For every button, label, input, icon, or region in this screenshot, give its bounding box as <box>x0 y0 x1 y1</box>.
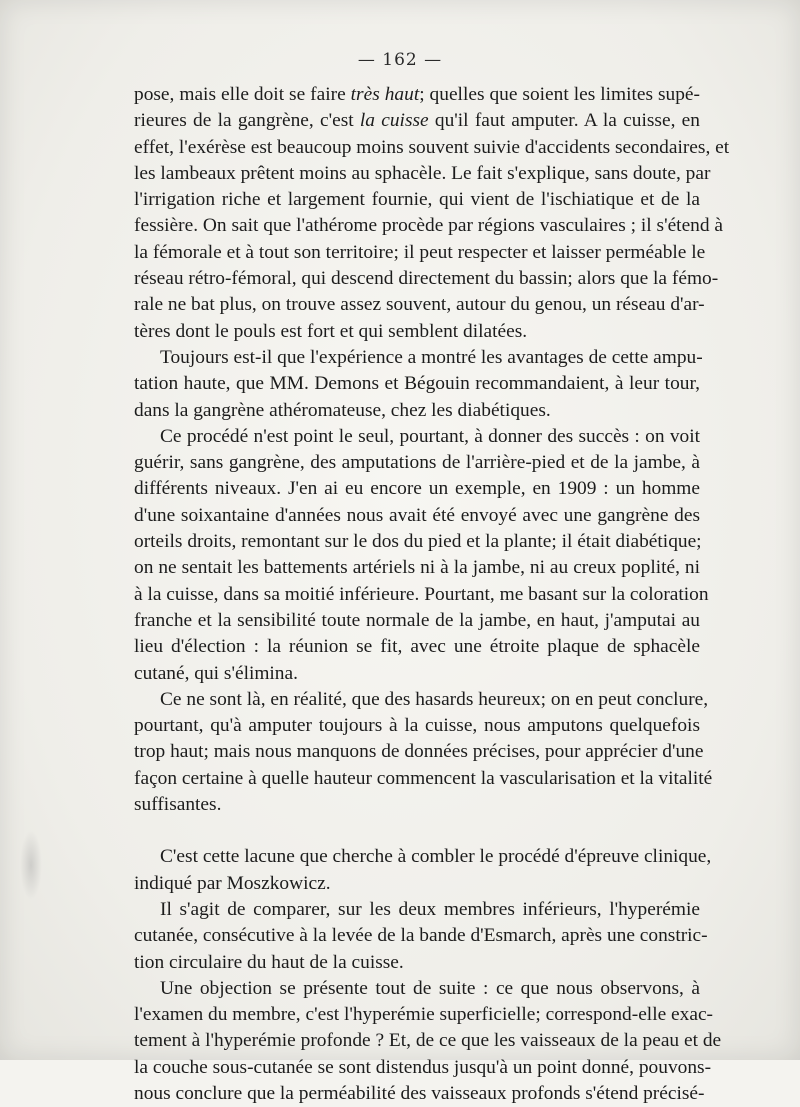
text-line <box>134 187 700 213</box>
text-line <box>134 161 711 187</box>
text-segment: l'irrigation riche et largement fournie, qui vient de l'ischiatique et de la <box>134 189 700 211</box>
text-line <box>134 555 700 581</box>
text-segment: d'une soixantaine d'années nous avait été envoyé avec une gangrène des <box>134 504 700 526</box>
text-line <box>134 608 700 634</box>
text-line <box>134 266 719 292</box>
text-segment: ; quelles que soient les limites supé- <box>419 84 700 105</box>
text-line <box>134 950 700 976</box>
text-segment: Il s'agit de comparer, sur les deux membres inférieurs, l'hyperémie <box>160 898 700 920</box>
paragraph-gap <box>134 818 700 844</box>
text-segment: la fémorale et à tout son territoire; il peut respecter et laisser perméable le <box>134 241 706 263</box>
text-line <box>134 1028 722 1054</box>
italic-text: la cuisse <box>359 110 429 132</box>
text-segment: Ce procédé n'est point le seul, pourtant, à donner des succès : on voit <box>160 425 700 447</box>
text-segment: la couche sous-cutanée se sont distendus jusqu'à un point donné, pouvons- <box>134 1056 712 1078</box>
text-segment: réseau rétro-fémoral, qui descend directement du bassin; alors que la fémo- <box>134 268 719 290</box>
text-segment: qu'il faut amputer. A la cuisse, en <box>428 110 700 132</box>
text-line <box>134 792 700 818</box>
text-line <box>134 529 700 555</box>
text-segment: lieu d'élection : la réunion se fit, avec une étroite plaque de sphacèle <box>134 636 700 658</box>
text-line <box>134 371 700 397</box>
text-line <box>134 292 705 318</box>
text-segment: orteils droits, remontant sur le dos du pied et la plante; il était diabétique; <box>134 531 702 553</box>
text-segment: différents niveaux. J'en ai eu encore un exemple, en 1909 : un homme <box>134 478 700 500</box>
text-segment: tement à l'hyperémie profonde ? Et, de ce que les vaisseaux de la peau et de <box>134 1030 722 1052</box>
text-line <box>134 739 704 765</box>
text-segment: fessière. On sait que l'athérome procède par régions vasculaires ; il s'étend à <box>134 215 724 237</box>
text-line <box>134 450 700 476</box>
text-segment: Toujours est-il que l'expérience a montré les avantages de cette ampu- <box>160 346 703 368</box>
text-segment: dans la gangrène athéromateuse, chez les diabétiques. <box>134 399 551 421</box>
text-line <box>134 476 700 502</box>
text-line <box>134 503 700 529</box>
text-segment: tation haute, que MM. Demons et Bégouin recommandaient, à leur tour, <box>134 373 700 395</box>
text-segment: nous conclure que la perméabilité des vaisseaux profonds s'étend précisé- <box>134 1082 705 1104</box>
text-segment: tion circulaire du haut de la cuisse. <box>134 951 404 973</box>
text-segment: C'est cette lacune que cherche à combler le procédé d'épreuve clinique, <box>160 846 712 868</box>
text-line <box>134 1055 712 1081</box>
text-segment: Une objection se présente tout de suite : ce que nous observons, à <box>160 977 700 999</box>
text-line <box>134 766 713 792</box>
text-segment: cutané, qui s'élimina. <box>134 662 298 684</box>
text-line <box>134 871 700 897</box>
text-segment: pourtant, qu'à amputer toujours à la cuisse, nous amputons quelquefois <box>134 715 700 737</box>
text-segment: rieures de la gangrène, c'est <box>134 110 360 132</box>
text-line <box>134 713 700 739</box>
text-segment: trop haut; mais nous manquons de données précises, pour apprécier d'une <box>134 741 704 763</box>
body-text <box>134 82 730 1107</box>
text-segment: Ce ne sont là, en réalité, que des hasards heureux; on en peut conclure, <box>160 688 709 710</box>
text-segment: à la cuisse, dans sa moitié inférieure. Pourtant, me basant sur la coloration <box>134 583 709 605</box>
text-segment: effet, l'exérèse est beaucoup moins souvent suivie d'accidents secondaires, et <box>134 136 730 158</box>
text-segment: indiqué par Moszkowicz. <box>134 872 331 894</box>
text-line <box>134 687 709 713</box>
text-segment: l'examen du membre, c'est l'hyperémie superficielle; correspond-elle exac- <box>134 1004 714 1026</box>
text-line <box>134 923 708 949</box>
text-segment: suffisantes. <box>134 794 222 816</box>
text-segment: guérir, sans gangrène, des amputations de l'arrière-pied et de la jambe, à <box>134 452 700 474</box>
text-line <box>134 213 724 239</box>
text-line <box>134 634 700 660</box>
text-line <box>134 661 700 687</box>
text-line <box>134 844 712 870</box>
text-line <box>134 398 700 424</box>
text-segment: on ne sentait les battements artériels ni à la jambe, ni au creux poplité, ni <box>134 557 700 579</box>
text-segment: tères dont le pouls est fort et qui semblent dilatées. <box>134 320 528 342</box>
text-segment: pose, mais elle doit se faire <box>134 84 351 105</box>
text-line <box>134 1081 705 1107</box>
text-segment: les lambeaux prêtent moins au sphacèle. Le fait s'explique, sans doute, par <box>134 162 711 184</box>
text-line <box>134 1002 714 1028</box>
text-line <box>134 135 730 161</box>
text-segment: rale ne bat plus, on trouve assez souvent, autour du genou, un réseau d'ar- <box>134 294 705 316</box>
text-line <box>134 345 703 371</box>
text-segment: franche et la sensibilité toute normale de la jambe, en haut, j'amputai au <box>134 609 700 631</box>
text-line <box>134 582 709 608</box>
page-smudge <box>20 830 42 900</box>
text-line <box>134 897 700 923</box>
text-line <box>134 108 700 134</box>
text-line <box>134 424 700 450</box>
text-line <box>134 240 706 266</box>
text-line <box>134 82 700 108</box>
page-number: — 162 — <box>357 50 443 70</box>
text-segment: cutanée, consécutive à la levée de la bande d'Esmarch, après une constric- <box>134 925 708 947</box>
text-line <box>134 319 700 345</box>
text-segment: façon certaine à quelle hauteur commencent la vascularisation et la vitalité <box>134 767 713 789</box>
italic-text: très haut <box>350 84 420 105</box>
text-line <box>134 976 700 1002</box>
